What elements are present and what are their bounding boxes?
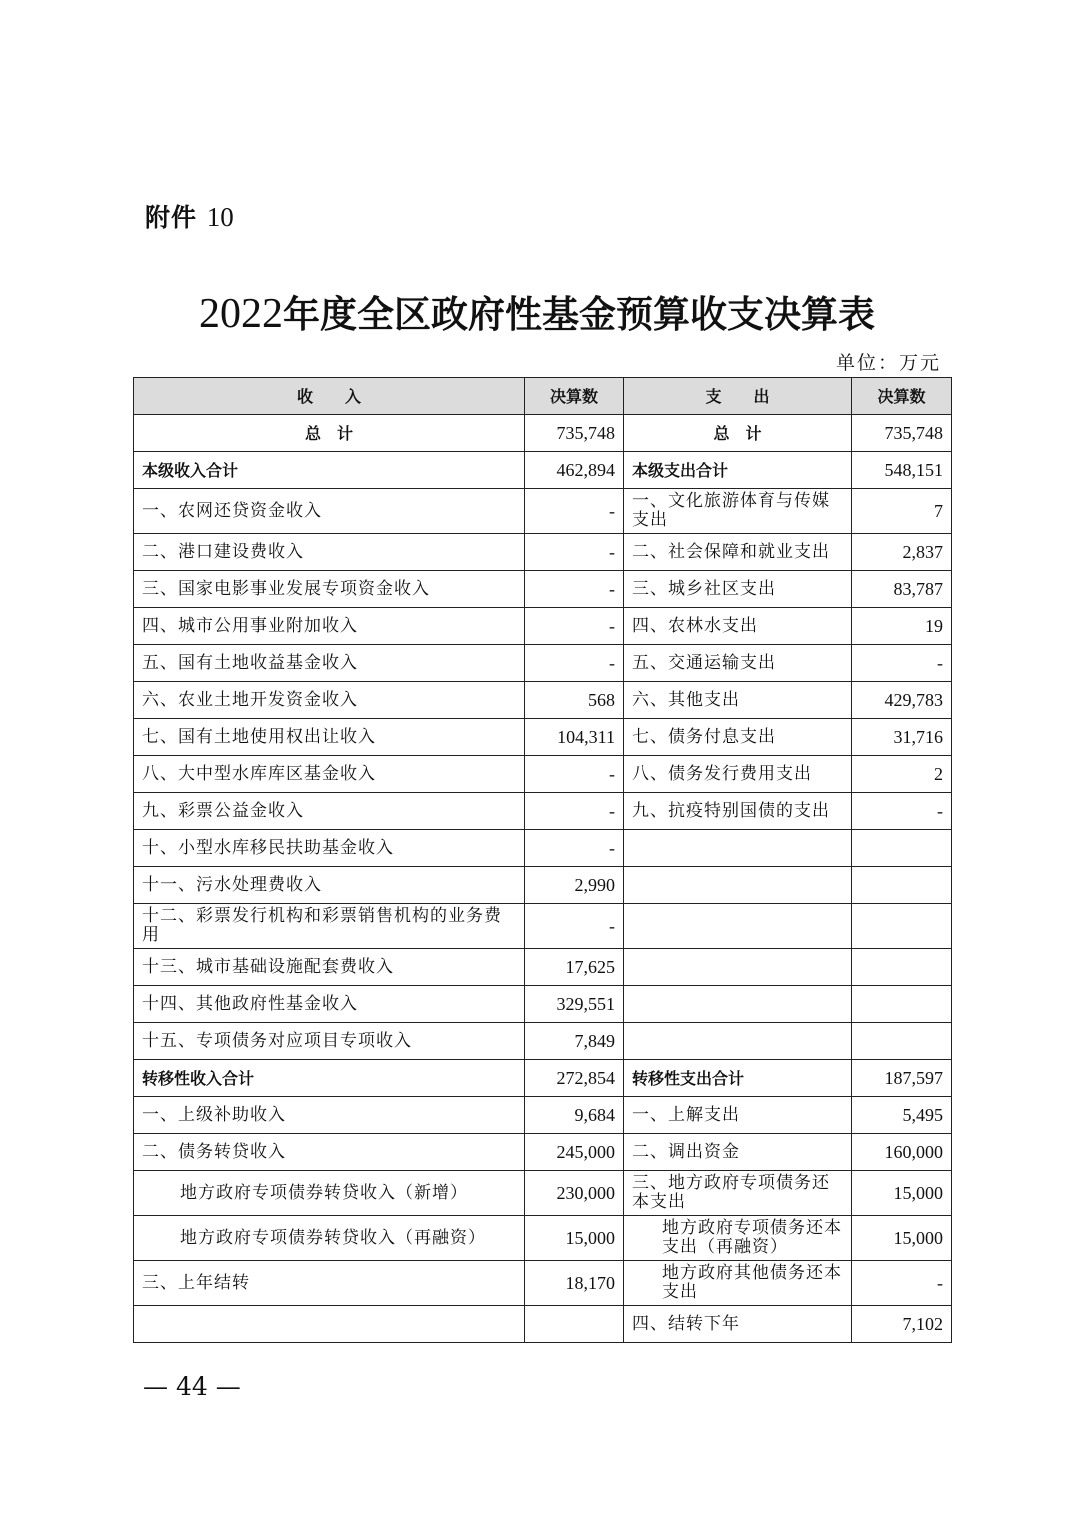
- expense-item: 转移性支出合计: [624, 1060, 852, 1097]
- table-row: [134, 1134, 952, 1171]
- income-value: 462,894: [525, 452, 624, 489]
- income-item: 三、国家电影事业发展专项资金收入: [134, 571, 525, 608]
- expense-value: 83,787: [852, 571, 952, 608]
- expense-value: [852, 949, 952, 986]
- income-item: 七、国有土地使用权出让收入: [134, 719, 525, 756]
- total-income-label: 总 计: [134, 415, 525, 452]
- table-row: [134, 1060, 952, 1097]
- income-value: -: [525, 571, 624, 608]
- income-item: 一、农网还贷资金收入: [134, 489, 525, 534]
- expense-item: 六、其他支出: [624, 682, 852, 719]
- expense-value: [852, 867, 952, 904]
- table-row: [134, 1306, 952, 1343]
- expense-item: 四、结转下年: [624, 1306, 852, 1343]
- table-row: [134, 452, 952, 489]
- income-item: 四、城市公用事业附加收入: [134, 608, 525, 645]
- header-expense-amount: 决算数: [852, 378, 952, 415]
- expense-item: 二、调出资金: [624, 1134, 852, 1171]
- attachment-label: 附件 10: [145, 202, 234, 232]
- expense-value: [852, 904, 952, 949]
- table-row: [134, 682, 952, 719]
- total-income-value: 735,748: [525, 415, 624, 452]
- income-value: -: [525, 608, 624, 645]
- income-value: 2,990: [525, 867, 624, 904]
- income-value: 230,000: [525, 1171, 624, 1216]
- expense-item: 本级支出合计: [624, 452, 852, 489]
- income-value: [525, 1306, 624, 1343]
- income-value: 104,311: [525, 719, 624, 756]
- income-value: -: [525, 904, 624, 949]
- expense-item: 三、地方政府专项债务还本支出: [624, 1171, 852, 1216]
- expense-item: 七、债务付息支出: [624, 719, 852, 756]
- table-row: [134, 719, 952, 756]
- income-item: 三、上年结转: [134, 1261, 525, 1306]
- income-item: 十五、专项债务对应项目专项收入: [134, 1023, 525, 1060]
- income-item: 六、农业土地开发资金收入: [134, 682, 525, 719]
- page-title: 2022年度全区政府性基金预算收支决算表: [199, 291, 875, 337]
- expense-item: 一、文化旅游体育与传媒支出: [624, 489, 852, 534]
- income-value: -: [525, 645, 624, 682]
- expense-item: 八、债务发行费用支出: [624, 756, 852, 793]
- expense-item: 四、农林水支出: [624, 608, 852, 645]
- expense-value: 19: [852, 608, 952, 645]
- expense-item: 一、上解支出: [624, 1097, 852, 1134]
- total-expense-label: 总 计: [624, 415, 852, 452]
- table-row: [134, 534, 952, 571]
- expense-value: 7,102: [852, 1306, 952, 1343]
- expense-item: [624, 986, 852, 1023]
- income-value: 7,849: [525, 1023, 624, 1060]
- expense-item: 三、城乡社区支出: [624, 571, 852, 608]
- table-row: [134, 1097, 952, 1134]
- expense-item: [624, 830, 852, 867]
- income-item: 九、彩票公益金收入: [134, 793, 525, 830]
- income-value: 15,000: [525, 1216, 624, 1261]
- income-item: 二、港口建设费收入: [134, 534, 525, 571]
- expense-value: 160,000: [852, 1134, 952, 1171]
- income-item: 本级收入合计: [134, 452, 525, 489]
- income-value: 329,551: [525, 986, 624, 1023]
- expense-value: [852, 830, 952, 867]
- income-item: 地方政府专项债券转贷收入（再融资）: [134, 1216, 525, 1261]
- table-row: [134, 608, 952, 645]
- income-value: -: [525, 756, 624, 793]
- expense-value: -: [852, 793, 952, 830]
- expense-value: -: [852, 1261, 952, 1306]
- income-value: 17,625: [525, 949, 624, 986]
- income-item: 十四、其他政府性基金收入: [134, 986, 525, 1023]
- expense-value: 548,151: [852, 452, 952, 489]
- expense-item: [624, 949, 852, 986]
- expense-value: 429,783: [852, 682, 952, 719]
- total-expense-value: 735,748: [852, 415, 952, 452]
- header-income: 收 入: [134, 378, 525, 415]
- table-row: [134, 904, 952, 949]
- expense-item: [624, 904, 852, 949]
- budget-table: [133, 377, 952, 1343]
- expense-value: 2,837: [852, 534, 952, 571]
- page-number: — 44 —: [143, 1372, 241, 1401]
- total-row: [134, 415, 952, 452]
- table-row: [134, 1171, 952, 1216]
- expense-value: -: [852, 645, 952, 682]
- expense-item: 九、抗疫特别国债的支出: [624, 793, 852, 830]
- income-item: 十、小型水库移民扶助基金收入: [134, 830, 525, 867]
- income-item: 十二、彩票发行机构和彩票销售机构的业务费用: [134, 904, 525, 949]
- expense-value: 187,597: [852, 1060, 952, 1097]
- income-value: 568: [525, 682, 624, 719]
- table-row: [134, 1261, 952, 1306]
- unit-label: 单位：万元: [835, 352, 941, 374]
- expense-value: 31,716: [852, 719, 952, 756]
- table-row: [134, 793, 952, 830]
- expense-item: 二、社会保障和就业支出: [624, 534, 852, 571]
- table-row: [134, 949, 952, 986]
- table-row: [134, 571, 952, 608]
- income-item: 八、大中型水库库区基金收入: [134, 756, 525, 793]
- table-header-row: [134, 378, 952, 415]
- income-item: 转移性收入合计: [134, 1060, 525, 1097]
- income-value: -: [525, 830, 624, 867]
- income-item: 一、上级补助收入: [134, 1097, 525, 1134]
- income-value: -: [525, 793, 624, 830]
- expense-item: 五、交通运输支出: [624, 645, 852, 682]
- expense-value: 15,000: [852, 1171, 952, 1216]
- expense-value: 15,000: [852, 1216, 952, 1261]
- income-item: 五、国有土地收益基金收入: [134, 645, 525, 682]
- table-row: [134, 645, 952, 682]
- expense-value: 2: [852, 756, 952, 793]
- income-item: 十一、污水处理费收入: [134, 867, 525, 904]
- table-row: [134, 830, 952, 867]
- expense-value: 5,495: [852, 1097, 952, 1134]
- income-value: 9,684: [525, 1097, 624, 1134]
- table-row: [134, 1216, 952, 1261]
- income-item: 二、债务转贷收入: [134, 1134, 525, 1171]
- expense-item: [624, 867, 852, 904]
- expense-item: 地方政府专项债务还本支出（再融资）: [624, 1216, 852, 1261]
- income-item: 地方政府专项债券转贷收入（新增）: [134, 1171, 525, 1216]
- table-row: [134, 867, 952, 904]
- income-item: [134, 1306, 525, 1343]
- expense-item: [624, 1023, 852, 1060]
- income-item: 十三、城市基础设施配套费收入: [134, 949, 525, 986]
- table-row: [134, 986, 952, 1023]
- expense-item: 地方政府其他债务还本支出: [624, 1261, 852, 1306]
- expense-value: [852, 1023, 952, 1060]
- table-row: [134, 756, 952, 793]
- income-value: -: [525, 489, 624, 534]
- income-value: 272,854: [525, 1060, 624, 1097]
- income-value: 245,000: [525, 1134, 624, 1171]
- header-income-amount: 决算数: [525, 378, 624, 415]
- header-expense: 支 出: [624, 378, 852, 415]
- table-row: [134, 1023, 952, 1060]
- expense-value: [852, 986, 952, 1023]
- table-row: [134, 489, 952, 534]
- income-value: 18,170: [525, 1261, 624, 1306]
- income-value: -: [525, 534, 624, 571]
- expense-value: 7: [852, 489, 952, 534]
